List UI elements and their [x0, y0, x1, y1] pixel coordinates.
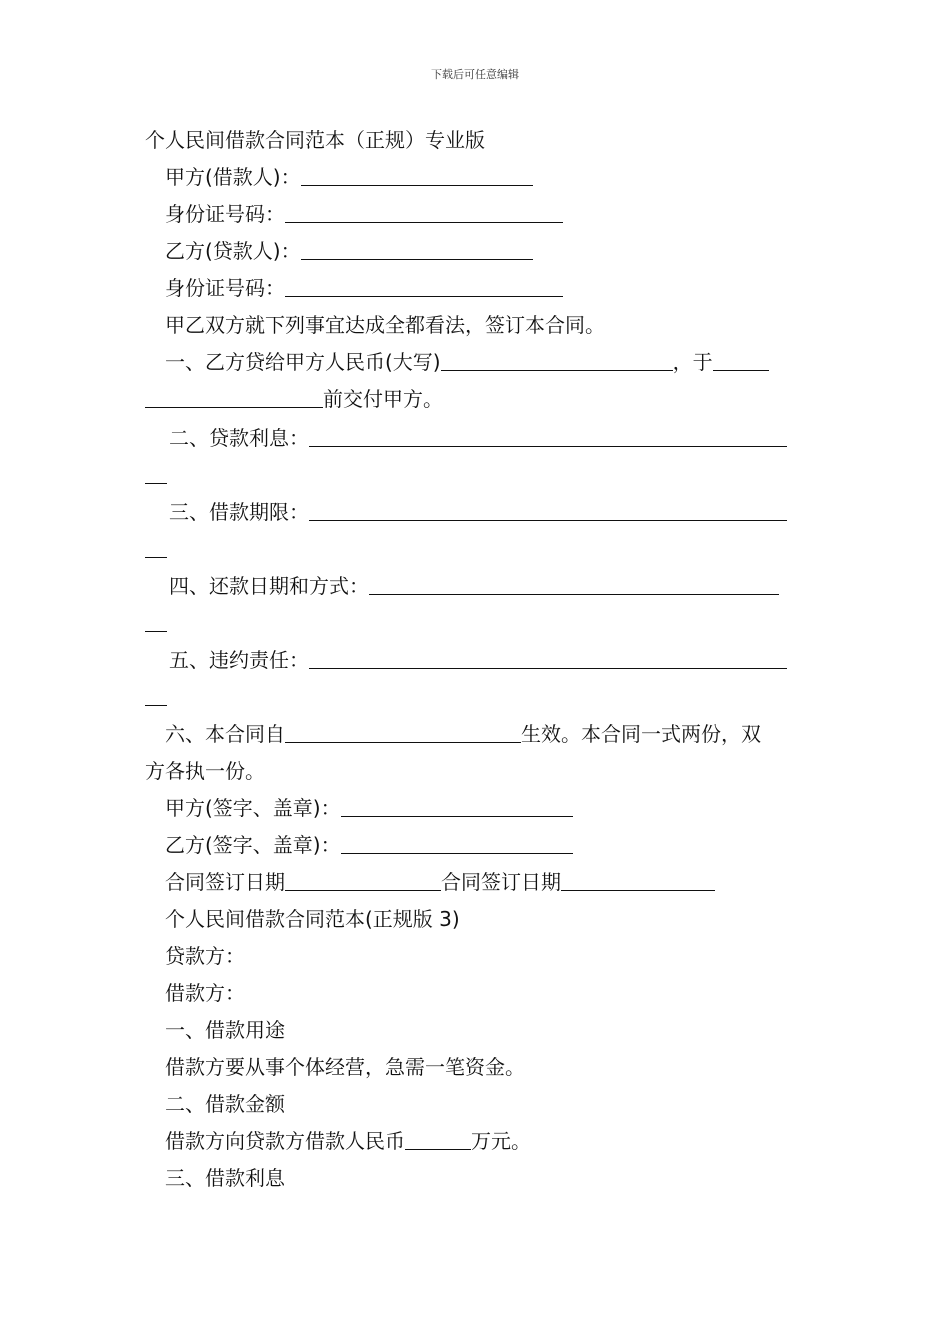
party-a-label: 甲方(借款人)：: [165, 165, 301, 189]
amount-blank: [441, 369, 673, 371]
sign-b-label: 乙方(签字、盖章)：: [165, 833, 341, 857]
page-header: 下载后可任意编辑: [431, 68, 519, 81]
borrower-label: 借款方：: [165, 981, 245, 1005]
date-blank-b: [561, 889, 715, 891]
section-title-2: 个人民间借款合同范本(正规版 3): [165, 907, 460, 931]
id-line-2: [145, 270, 807, 307]
agreement-text: 甲乙双方就下列事宜达成全都看法，签订本合同。: [165, 313, 605, 337]
lender-label: 贷款方：: [165, 944, 245, 968]
clause-2-blank: [309, 445, 787, 447]
clause-5-blank: [309, 667, 787, 669]
section-2-line: [145, 1123, 807, 1160]
document-body: [145, 120, 807, 1197]
clause-6-text: 六、本合同自: [165, 722, 285, 746]
clause-5-blank-tail: [145, 704, 167, 706]
effective-date-blank: [285, 741, 521, 743]
contract-title: 个人民间借款合同范本（正规）专业版: [145, 128, 485, 152]
clause-1-connector: ，于: [672, 350, 713, 374]
id-label-2: 身份证号码：: [165, 276, 285, 300]
clause-5-label: 五、违约责任：: [169, 648, 309, 672]
sign-a-blank: [341, 815, 573, 817]
clause-4-line: [145, 568, 807, 605]
clause-1-end: 前交付甲方。: [323, 387, 443, 411]
clause-3-label: 三、借款期限：: [169, 500, 309, 524]
section-1-heading: 一、借款用途: [165, 1018, 285, 1042]
party-b-line: [145, 233, 807, 270]
clause-3-blank: [309, 519, 787, 521]
party-b-label: 乙方(贷款人)：: [165, 239, 301, 263]
id-line-1: [145, 196, 807, 233]
section-1-text: 借款方要从事个体经营，急需一笔资金。: [165, 1055, 525, 1079]
clause-1-text: 一、乙方贷给甲方人民币(大写): [165, 350, 441, 374]
clause-2-label: 二、贷款利息：: [169, 426, 309, 450]
date-blank-a: [285, 889, 441, 891]
clause-3-tail: [145, 531, 807, 568]
clause-6-text-b: 生效。本合同一式两份，双: [521, 722, 761, 746]
date-label-b: 合同签订日期: [441, 870, 561, 894]
party-b-blank: [301, 258, 533, 260]
clause-6-cont: 方各执一份。: [145, 759, 265, 783]
loan-amount-blank: [405, 1148, 471, 1150]
clause-3-blank-tail: [145, 556, 167, 558]
clause-1-line: [145, 344, 807, 381]
clause-2-line: [145, 420, 807, 457]
clause-1-cont: [145, 381, 807, 418]
id-label-1: 身份证号码：: [165, 202, 285, 226]
signing-date-line: [145, 864, 807, 901]
id-blank-2: [285, 295, 563, 297]
date-label-a: 合同签订日期: [165, 870, 285, 894]
party-a-line: [145, 159, 807, 196]
section-2-text: 借款方向贷款方借款人民币: [165, 1129, 405, 1153]
id-blank-1: [285, 221, 563, 223]
section-3-heading: 三、借款利息: [165, 1166, 285, 1190]
section-2-unit: 万元。: [471, 1129, 531, 1153]
clause-5-tail: [145, 679, 807, 716]
clause-4-blank: [369, 593, 779, 595]
party-a-blank: [301, 184, 533, 186]
clause-2-tail: [145, 457, 807, 494]
clause-2-blank-tail: [145, 482, 167, 484]
clause-6-line: [145, 716, 807, 753]
sign-b-blank: [341, 852, 573, 854]
clause-3-line: [145, 494, 807, 531]
clause-4-blank-tail: [145, 630, 167, 632]
date-blank-cont: [145, 406, 323, 408]
sign-a-label: 甲方(签字、盖章)：: [165, 796, 341, 820]
date-blank-start: [713, 369, 769, 371]
sign-b-line: [145, 827, 807, 864]
section-2-heading: 二、借款金额: [165, 1092, 285, 1116]
clause-5-line: [145, 642, 807, 679]
clause-4-tail: [145, 605, 807, 642]
clause-4-label: 四、还款日期和方式：: [169, 574, 369, 598]
sign-a-line: [145, 790, 807, 827]
